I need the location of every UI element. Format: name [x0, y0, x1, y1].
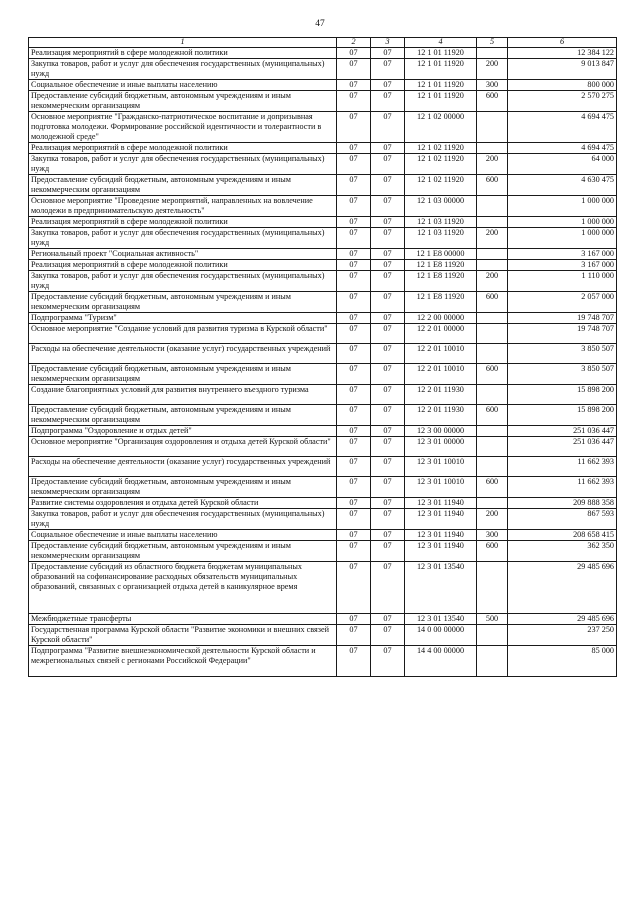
- row-target-article: 12 1 01 11920: [405, 80, 477, 91]
- row-section: 07: [337, 477, 371, 498]
- table-row: [29, 426, 617, 437]
- row-target-article: 12 1 E8 11920: [405, 260, 477, 271]
- row-section: 07: [337, 344, 371, 364]
- header-col-2: 2: [337, 38, 371, 48]
- table-row: [29, 91, 617, 112]
- header-col-5: 5: [477, 38, 508, 48]
- row-amount: 11 662 393: [508, 457, 617, 477]
- row-expense-type: [477, 249, 508, 260]
- row-expense-type: [477, 260, 508, 271]
- row-expense-type: [477, 457, 508, 477]
- table-row: [29, 364, 617, 385]
- row-subsection: 07: [371, 59, 405, 80]
- row-expense-type: [477, 625, 508, 646]
- row-target-article: 12 3 01 11940: [405, 530, 477, 541]
- row-subsection: 07: [371, 646, 405, 677]
- row-target-article: 12 3 01 10010: [405, 457, 477, 477]
- row-target-article: 12 1 01 11920: [405, 59, 477, 80]
- row-expense-type: [477, 385, 508, 405]
- row-name: Основное мероприятие "Создание условий для развития туризма в Курской области": [29, 324, 337, 344]
- row-name: Подпрограмма "Туризм": [29, 313, 337, 324]
- row-amount: 12 384 122: [508, 48, 617, 59]
- row-section: 07: [337, 196, 371, 217]
- row-expense-type: [477, 313, 508, 324]
- row-amount: 4 694 475: [508, 143, 617, 154]
- row-amount: 362 350: [508, 541, 617, 562]
- row-amount: 3 850 507: [508, 364, 617, 385]
- row-subsection: 07: [371, 217, 405, 228]
- row-expense-type: 600: [477, 541, 508, 562]
- row-expense-type: 600: [477, 364, 508, 385]
- row-target-article: 12 2 01 11930: [405, 405, 477, 426]
- row-subsection: 07: [371, 228, 405, 249]
- row-subsection: 07: [371, 112, 405, 143]
- table-row: [29, 498, 617, 509]
- row-section: 07: [337, 143, 371, 154]
- row-target-article: 12 1 03 00000: [405, 196, 477, 217]
- row-target-article: 12 1 01 11920: [405, 48, 477, 59]
- row-target-article: 12 3 01 10010: [405, 477, 477, 498]
- row-amount: 15 898 200: [508, 385, 617, 405]
- row-name: Основное мероприятие "Организация оздоровления и отдыха детей Курской области": [29, 437, 337, 457]
- row-subsection: 07: [371, 313, 405, 324]
- row-subsection: 07: [371, 437, 405, 457]
- row-amount: 64 000: [508, 154, 617, 175]
- row-expense-type: [477, 48, 508, 59]
- row-section: 07: [337, 562, 371, 614]
- row-expense-type: 600: [477, 91, 508, 112]
- header-row: [29, 38, 617, 48]
- row-target-article: 12 3 00 00000: [405, 426, 477, 437]
- table-row: [29, 437, 617, 457]
- row-section: 07: [337, 292, 371, 313]
- row-amount: 209 888 358: [508, 498, 617, 509]
- row-subsection: 07: [371, 154, 405, 175]
- header-col-3: 3: [371, 38, 405, 48]
- row-target-article: 12 3 01 13540: [405, 614, 477, 625]
- row-subsection: 07: [371, 509, 405, 530]
- row-subsection: 07: [371, 625, 405, 646]
- row-target-article: 12 1 E8 11920: [405, 292, 477, 313]
- row-section: 07: [337, 614, 371, 625]
- row-expense-type: [477, 426, 508, 437]
- row-subsection: 07: [371, 91, 405, 112]
- row-target-article: 12 1 02 11920: [405, 175, 477, 196]
- row-target-article: 12 2 01 11930: [405, 385, 477, 405]
- row-section: 07: [337, 498, 371, 509]
- table-row: [29, 143, 617, 154]
- row-name: Предоставление субсидий из областного бюджета бюджетам муниципальных образований на софинансирование расходных обязательств муниципальных образований, связанных с организацией отдыха детей в каникулярное время: [29, 562, 337, 614]
- row-name: Предоставление субсидий бюджетным, автономным учреждениям и иным некоммерческим организациям: [29, 405, 337, 426]
- row-section: 07: [337, 364, 371, 385]
- row-target-article: 12 1 E8 00000: [405, 249, 477, 260]
- table-row: [29, 260, 617, 271]
- row-subsection: 07: [371, 364, 405, 385]
- row-subsection: 07: [371, 175, 405, 196]
- row-amount: 29 485 696: [508, 562, 617, 614]
- table-row: [29, 405, 617, 426]
- row-target-article: 12 2 01 00000: [405, 324, 477, 344]
- row-name: Закупка товаров, работ и услуг для обеспечения государственных (муниципальных) нужд: [29, 59, 337, 80]
- row-amount: 251 036 447: [508, 426, 617, 437]
- table-row: [29, 646, 617, 677]
- row-subsection: 07: [371, 477, 405, 498]
- row-name: Государственная программа Курской области "Развитие экономики и внешних связей Курской области": [29, 625, 337, 646]
- row-amount: 9 013 847: [508, 59, 617, 80]
- row-section: 07: [337, 80, 371, 91]
- row-section: 07: [337, 217, 371, 228]
- row-name: Межбюджетные трансферты: [29, 614, 337, 625]
- row-expense-type: 600: [477, 405, 508, 426]
- row-subsection: 07: [371, 249, 405, 260]
- row-amount: 1 000 000: [508, 217, 617, 228]
- row-section: 07: [337, 260, 371, 271]
- row-section: 07: [337, 509, 371, 530]
- row-amount: 3 167 000: [508, 260, 617, 271]
- row-section: 07: [337, 385, 371, 405]
- row-name: Создание благоприятных условий для развития внутреннего въездного туризма: [29, 385, 337, 405]
- row-name: Социальное обеспечение и иные выплаты населению: [29, 530, 337, 541]
- header-col-1: 1: [29, 38, 337, 48]
- table-row: [29, 614, 617, 625]
- row-section: 07: [337, 249, 371, 260]
- row-amount: 1 000 000: [508, 196, 617, 217]
- row-subsection: 07: [371, 344, 405, 364]
- row-expense-type: 200: [477, 271, 508, 292]
- row-target-article: 12 1 03 11920: [405, 217, 477, 228]
- table-row: [29, 112, 617, 143]
- table-row: [29, 175, 617, 196]
- row-expense-type: 200: [477, 59, 508, 80]
- row-expense-type: 300: [477, 80, 508, 91]
- row-amount: 11 662 393: [508, 477, 617, 498]
- row-target-article: 14 0 00 00000: [405, 625, 477, 646]
- row-name: Реализация мероприятий в сфере молодежной политики: [29, 48, 337, 59]
- row-amount: 2 057 000: [508, 292, 617, 313]
- table-row: [29, 477, 617, 498]
- row-amount: 800 000: [508, 80, 617, 91]
- row-expense-type: 600: [477, 292, 508, 313]
- row-amount: 29 485 696: [508, 614, 617, 625]
- row-section: 07: [337, 324, 371, 344]
- row-name: Предоставление субсидий бюджетным, автономным учреждениям и иным некоммерческим организациям: [29, 541, 337, 562]
- row-section: 07: [337, 457, 371, 477]
- row-subsection: 07: [371, 271, 405, 292]
- row-name: Расходы на обеспечение деятельности (оказание услуг) государственных учреждений: [29, 457, 337, 477]
- row-amount: 4 630 475: [508, 175, 617, 196]
- page-number: 47: [315, 19, 325, 29]
- table-row: [29, 217, 617, 228]
- row-name: Расходы на обеспечение деятельности (оказание услуг) государственных учреждений: [29, 344, 337, 364]
- row-section: 07: [337, 405, 371, 426]
- row-target-article: 12 3 01 11940: [405, 541, 477, 562]
- row-name: Подпрограмма "Оздоровление и отдых детей": [29, 426, 337, 437]
- row-section: 07: [337, 228, 371, 249]
- row-subsection: 07: [371, 143, 405, 154]
- row-subsection: 07: [371, 498, 405, 509]
- row-expense-type: [477, 344, 508, 364]
- table-row: [29, 625, 617, 646]
- row-name: Социальное обеспечение и иные выплаты населению: [29, 80, 337, 91]
- row-target-article: 12 1 01 11920: [405, 91, 477, 112]
- row-amount: 1 000 000: [508, 228, 617, 249]
- row-amount: 19 748 707: [508, 324, 617, 344]
- row-subsection: 07: [371, 426, 405, 437]
- row-amount: 867 593: [508, 509, 617, 530]
- row-section: 07: [337, 48, 371, 59]
- row-target-article: 12 3 01 13540: [405, 562, 477, 614]
- row-expense-type: [477, 112, 508, 143]
- row-amount: 4 694 475: [508, 112, 617, 143]
- table-row: [29, 48, 617, 59]
- table-row: [29, 292, 617, 313]
- row-name: Закупка товаров, работ и услуг для обеспечения государственных (муниципальных) нужд: [29, 271, 337, 292]
- row-section: 07: [337, 437, 371, 457]
- row-amount: 237 250: [508, 625, 617, 646]
- row-name: Предоставление субсидий бюджетным, автономным учреждениям и иным некоммерческим организациям: [29, 292, 337, 313]
- table-row: [29, 80, 617, 91]
- row-expense-type: [477, 646, 508, 677]
- row-target-article: 12 1 E8 11920: [405, 271, 477, 292]
- row-expense-type: [477, 143, 508, 154]
- row-amount: 1 110 000: [508, 271, 617, 292]
- row-amount: 3 167 000: [508, 249, 617, 260]
- row-subsection: 07: [371, 614, 405, 625]
- row-expense-type: [477, 217, 508, 228]
- table-body: [29, 48, 617, 677]
- table-row: [29, 509, 617, 530]
- row-subsection: 07: [371, 385, 405, 405]
- table-row: [29, 324, 617, 344]
- row-target-article: 12 3 01 11940: [405, 498, 477, 509]
- table-row: [29, 562, 617, 614]
- row-expense-type: [477, 196, 508, 217]
- row-amount: 3 850 507: [508, 344, 617, 364]
- row-expense-type: [477, 437, 508, 457]
- row-subsection: 07: [371, 405, 405, 426]
- row-target-article: 12 3 01 11940: [405, 509, 477, 530]
- table-row: [29, 541, 617, 562]
- row-section: 07: [337, 175, 371, 196]
- row-section: 07: [337, 625, 371, 646]
- table-row: [29, 249, 617, 260]
- row-subsection: 07: [371, 292, 405, 313]
- row-subsection: 07: [371, 196, 405, 217]
- row-expense-type: 600: [477, 477, 508, 498]
- row-subsection: 07: [371, 457, 405, 477]
- table-row: [29, 154, 617, 175]
- row-subsection: 07: [371, 541, 405, 562]
- row-subsection: 07: [371, 80, 405, 91]
- header-col-4: 4: [405, 38, 477, 48]
- row-expense-type: 200: [477, 154, 508, 175]
- row-section: 07: [337, 530, 371, 541]
- row-section: 07: [337, 541, 371, 562]
- row-target-article: 14 4 00 00000: [405, 646, 477, 677]
- table-row: [29, 344, 617, 364]
- table-row: [29, 228, 617, 249]
- row-name: Основное мероприятие "Гражданско-патриотическое воспитание и допризывная подготовка молодежи. Формирование российской идентичности и толерантности в молодежной среде": [29, 112, 337, 143]
- row-section: 07: [337, 646, 371, 677]
- row-section: 07: [337, 313, 371, 324]
- row-name: Закупка товаров, работ и услуг для обеспечения государственных (муниципальных) нужд: [29, 509, 337, 530]
- row-target-article: 12 2 00 00000: [405, 313, 477, 324]
- row-target-article: 12 2 01 10010: [405, 344, 477, 364]
- row-section: 07: [337, 426, 371, 437]
- row-name: Закупка товаров, работ и услуг для обеспечения государственных (муниципальных) нужд: [29, 154, 337, 175]
- row-amount: 208 658 415: [508, 530, 617, 541]
- row-target-article: 12 1 02 00000: [405, 112, 477, 143]
- table-row: [29, 457, 617, 477]
- row-target-article: 12 2 01 10010: [405, 364, 477, 385]
- table-row: [29, 59, 617, 80]
- row-section: 07: [337, 59, 371, 80]
- row-subsection: 07: [371, 48, 405, 59]
- row-section: 07: [337, 154, 371, 175]
- row-expense-type: 200: [477, 228, 508, 249]
- row-subsection: 07: [371, 324, 405, 344]
- row-name: Развитие системы оздоровления и отдыха детей Курской области: [29, 498, 337, 509]
- row-section: 07: [337, 91, 371, 112]
- row-expense-type: [477, 562, 508, 614]
- row-target-article: 12 1 02 11920: [405, 154, 477, 175]
- row-amount: 251 036 447: [508, 437, 617, 457]
- table-row: [29, 313, 617, 324]
- row-subsection: 07: [371, 260, 405, 271]
- row-subsection: 07: [371, 562, 405, 614]
- row-name: Региональный проект "Социальная активность": [29, 249, 337, 260]
- row-expense-type: 600: [477, 175, 508, 196]
- row-name: Закупка товаров, работ и услуг для обеспечения государственных (муниципальных) нужд: [29, 228, 337, 249]
- row-expense-type: 500: [477, 614, 508, 625]
- row-amount: 85 000: [508, 646, 617, 677]
- row-target-article: 12 1 03 11920: [405, 228, 477, 249]
- table-row: [29, 385, 617, 405]
- row-expense-type: [477, 324, 508, 344]
- row-subsection: 07: [371, 530, 405, 541]
- row-expense-type: 200: [477, 509, 508, 530]
- table-row: [29, 196, 617, 217]
- row-name: Предоставление субсидий бюджетным, автономным учреждениям и иным некоммерческим организациям: [29, 364, 337, 385]
- row-name: Реализация мероприятий в сфере молодежной политики: [29, 143, 337, 154]
- row-name: Предоставление субсидий бюджетным, автономным учреждениям и иным некоммерческим организациям: [29, 175, 337, 196]
- header-col-6: 6: [508, 38, 617, 48]
- row-amount: 2 570 275: [508, 91, 617, 112]
- table-row: [29, 530, 617, 541]
- row-name: Основное мероприятие "Проведение мероприятий, направленных на вовлечение молодежи в предпринимательскую деятельность": [29, 196, 337, 217]
- row-name: Реализация мероприятий в сфере молодежной политики: [29, 260, 337, 271]
- row-target-article: 12 3 01 00000: [405, 437, 477, 457]
- table-row: [29, 271, 617, 292]
- row-name: Реализация мероприятий в сфере молодежной политики: [29, 217, 337, 228]
- row-section: 07: [337, 112, 371, 143]
- row-name: Предоставление субсидий бюджетным, автономным учреждениям и иным некоммерческим организациям: [29, 477, 337, 498]
- row-name: Предоставление субсидий бюджетным, автономным учреждениям и иным некоммерческим организациям: [29, 91, 337, 112]
- row-expense-type: 300: [477, 530, 508, 541]
- row-section: 07: [337, 271, 371, 292]
- row-expense-type: [477, 498, 508, 509]
- budget-table: [28, 37, 617, 677]
- row-amount: 15 898 200: [508, 405, 617, 426]
- row-target-article: 12 1 02 11920: [405, 143, 477, 154]
- row-name: Подпрограмма "Развитие внешнеэкономической деятельности Курской области и межрегиональных связей с регионами Российской Федерации": [29, 646, 337, 677]
- row-amount: 19 748 707: [508, 313, 617, 324]
